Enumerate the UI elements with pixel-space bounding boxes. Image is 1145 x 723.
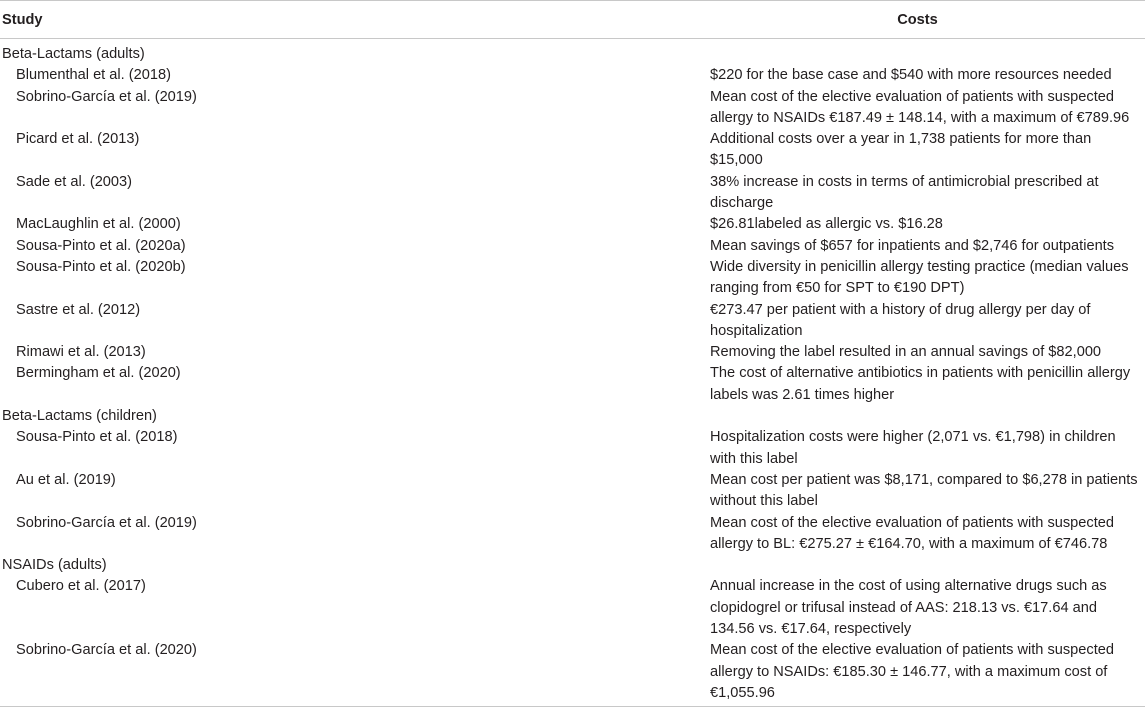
table-row	[0, 300, 1145, 343]
study-cell: Blumenthal et al. (2018)	[16, 67, 171, 84]
cost-cell: Mean cost per patient was $8,171, compared to $6,278 in patients without this label	[710, 471, 1138, 510]
table-row	[0, 363, 1145, 406]
table-row	[0, 87, 1145, 130]
table-row	[0, 342, 1145, 363]
group-label: NSAIDs (adults)	[2, 557, 107, 574]
study-cell: Sastre et al. (2012)	[16, 301, 141, 318]
table-row	[0, 427, 1145, 470]
cost-cell: Hospitalization costs were higher (2,071 vs. €1,798) in children with this label	[710, 429, 1116, 467]
header-row	[0, 1, 1145, 39]
study-cell: MacLaughlin et al. (2000)	[16, 216, 181, 233]
table-row	[0, 214, 1145, 235]
study-cell: Sobrino-García et al. (2019)	[16, 88, 197, 105]
cost-cell: Mean cost of the elective evaluation of patients with suspected allergy to NSAIDs: €185.30 ± 146.77, with a maximum cost of €1,055.96	[710, 640, 1145, 706]
table-row	[0, 640, 1145, 706]
table-row	[0, 172, 1145, 215]
study-cell: Sousa-Pinto et al. (2018)	[16, 429, 178, 446]
cost-cell: The cost of alternative antibiotics in patients with penicillin allergy labels was 2.61 times higher	[710, 365, 1131, 403]
study-cell: Sousa-Pinto et al. (2020a)	[16, 237, 186, 254]
study-cell: Bermingham et al. (2020)	[16, 365, 181, 382]
study-cell: Sobrino-García et al. (2020)	[0, 640, 710, 706]
study-cell: Picard et al. (2013)	[16, 131, 140, 148]
cost-cell: 38% increase in costs in terms of antimicrobial prescribed at discharge	[710, 173, 1099, 212]
cost-cell: $26.81labeled as allergic vs. $16.28	[710, 216, 943, 233]
group-row-nsaids-adults	[0, 555, 1145, 576]
cost-cell: Wide diversity in penicillin allergy testing practice (median values ranging from €50 for SPT to €190 DPT)	[710, 258, 1129, 297]
group-row-beta-lactams-adults	[0, 39, 1145, 66]
cost-cell: €273.47 per patient with a history of drug allergy per day of hospitalization	[710, 301, 1091, 339]
cost-cell: $220 for the base case and $540 with more resources needed	[710, 67, 1112, 84]
cost-cell: Additional costs over a year in 1,738 patients for more than $15,000	[710, 131, 1092, 169]
table-row	[0, 257, 1145, 300]
table-row	[0, 470, 1145, 513]
study-cell: Au et al. (2019)	[16, 471, 116, 488]
table-row	[0, 513, 1145, 556]
cost-cell: Mean savings of $657 for inpatients and $2,746 for outpatients	[710, 237, 1115, 254]
group-row-beta-lactams-children	[0, 406, 1145, 427]
group-label: Beta-Lactams (adults)	[2, 46, 145, 62]
cost-cell: Mean cost of the elective evaluation of patients with suspected allergy to BL: €275.27 ± €164.70, with a maximum of €746.78	[710, 514, 1115, 552]
table-row	[0, 65, 1145, 86]
study-cell: Rimawi et al. (2013)	[16, 344, 146, 361]
cost-cell: Annual increase in the cost of using alternative drugs such as clopidogrel or trifusal instead of AAS: 218.13 vs. €17.64 and 134.56 vs. €17.64, respectively	[710, 578, 1107, 638]
cost-cell: Mean cost of the elective evaluation of patients with suspected allergy to NSAIDs €187.49 ± 148.14, with a maximum of €789.96	[710, 88, 1130, 126]
study-cell: Sousa-Pinto et al. (2020b)	[16, 258, 186, 275]
costs-column-header: Costs	[710, 1, 1145, 39]
table-row	[0, 236, 1145, 257]
group-label: Beta-Lactams (children)	[2, 408, 157, 425]
study-cell: Cubero et al. (2017)	[16, 578, 146, 595]
study-cell: Sade et al. (2003)	[16, 173, 133, 190]
table-row	[0, 576, 1145, 640]
table-row	[0, 129, 1145, 172]
study-column-header: Study	[0, 1, 710, 39]
study-cell: Sobrino-García et al. (2019)	[16, 514, 197, 531]
cost-cell: Removing the label resulted in an annual savings of $82,000	[710, 344, 1102, 361]
